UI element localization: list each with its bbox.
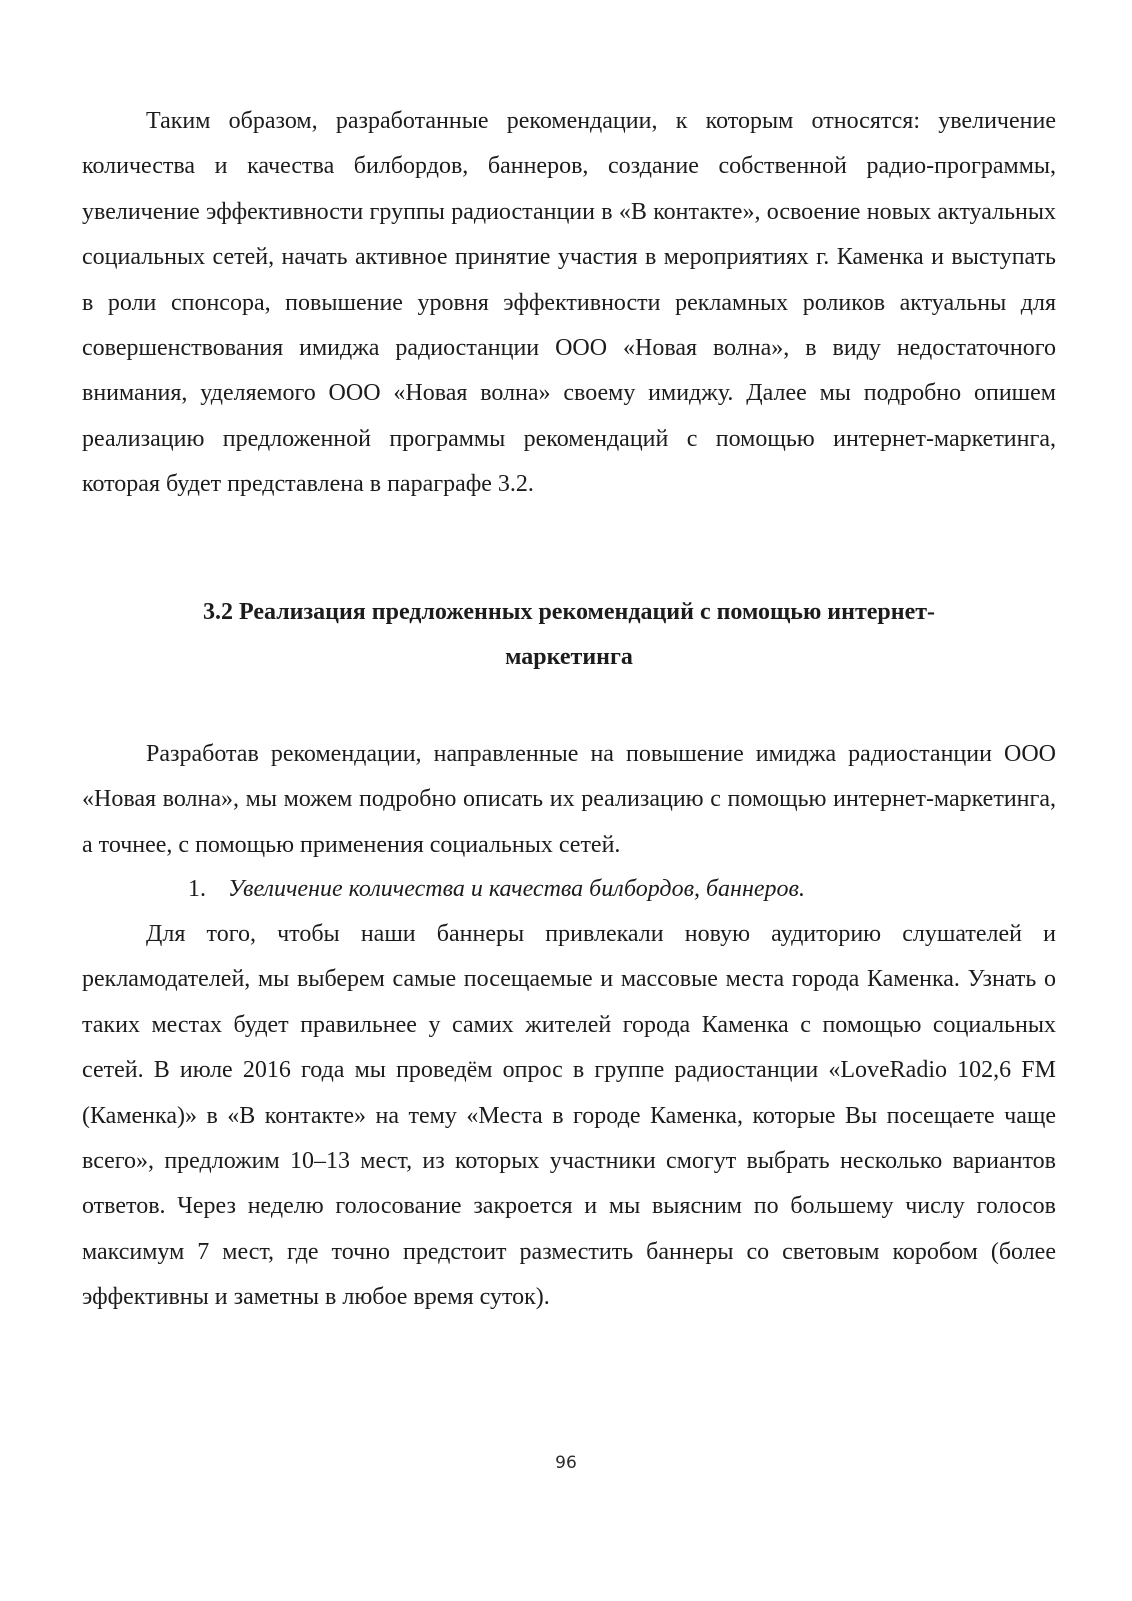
section-heading-line-2: маркетинга	[505, 644, 633, 671]
section-intro-paragraph: Разработав рекомендации, направленные на повышение имиджа радиостанции ООО «Новая волна», мы можем подробно описать их реализацию с помощью интернет-маркетинга, а точнее, с помощью применения социальных сетей.	[82, 741, 1056, 858]
banners-paragraph: Для того, чтобы наши баннеры привлекали новую аудиторию слушателей и рекламодателей, мы выберем самые посещаемые и массовые места города Каменка. Узнать о таких местах будет правильнее у самих жителей города Каменка с помощью социальных сетей. В июле 2016 года мы проведём опрос в группе радиостанции «LoveRadio 102,6 FM (Каменка)» в «В контакте» на тему «Места в городе Каменка, которые Вы посещаете чаще всего», предложим 10–13 мест, из которых участники смогут выбрать несколько вариантов ответов. Через неделю голосование закроется и мы выясним по большему числу голосов максимум 7 мест, где точно предстоит разместить баннеры со световым коробом (более эффективны и заметны в любое время суток).	[82, 921, 1056, 1311]
numbered-list-item	[188, 867, 805, 912]
list-item-number: 1.	[188, 876, 206, 902]
section-heading	[82, 590, 1056, 681]
page-number: 96	[555, 1453, 577, 1473]
section-heading-line-1: 3.2 Реализация предложенных рекомендаций с помощью интернет-	[203, 599, 935, 625]
list-item-text: Увеличение количества и качества билбордов, баннеров.	[228, 876, 805, 902]
intro-paragraph: Таким образом, разработанные рекомендации, к которым относятся: увеличение количества и качества билбордов, баннеров, создание собственной радио-программы, увеличение эффективности группы радиостанции в «В контакте», освоение новых актуальных социальных сетей, начать активное принятие участия в мероприятиях г. Каменка и выступать в роли спонсора, повышение уровня эффективности рекламных роликов актуальны для совершенствования имиджа радиостанции ООО «Новая волна», в виду недостаточного внимания, уделяемого ООО «Новая волна» своему имиджу. Далее мы подробно опишем реализацию предложенной программы рекомендаций с помощью интернет-маркетинга, которая будет представлена в параграфе 3.2.	[82, 108, 1056, 498]
